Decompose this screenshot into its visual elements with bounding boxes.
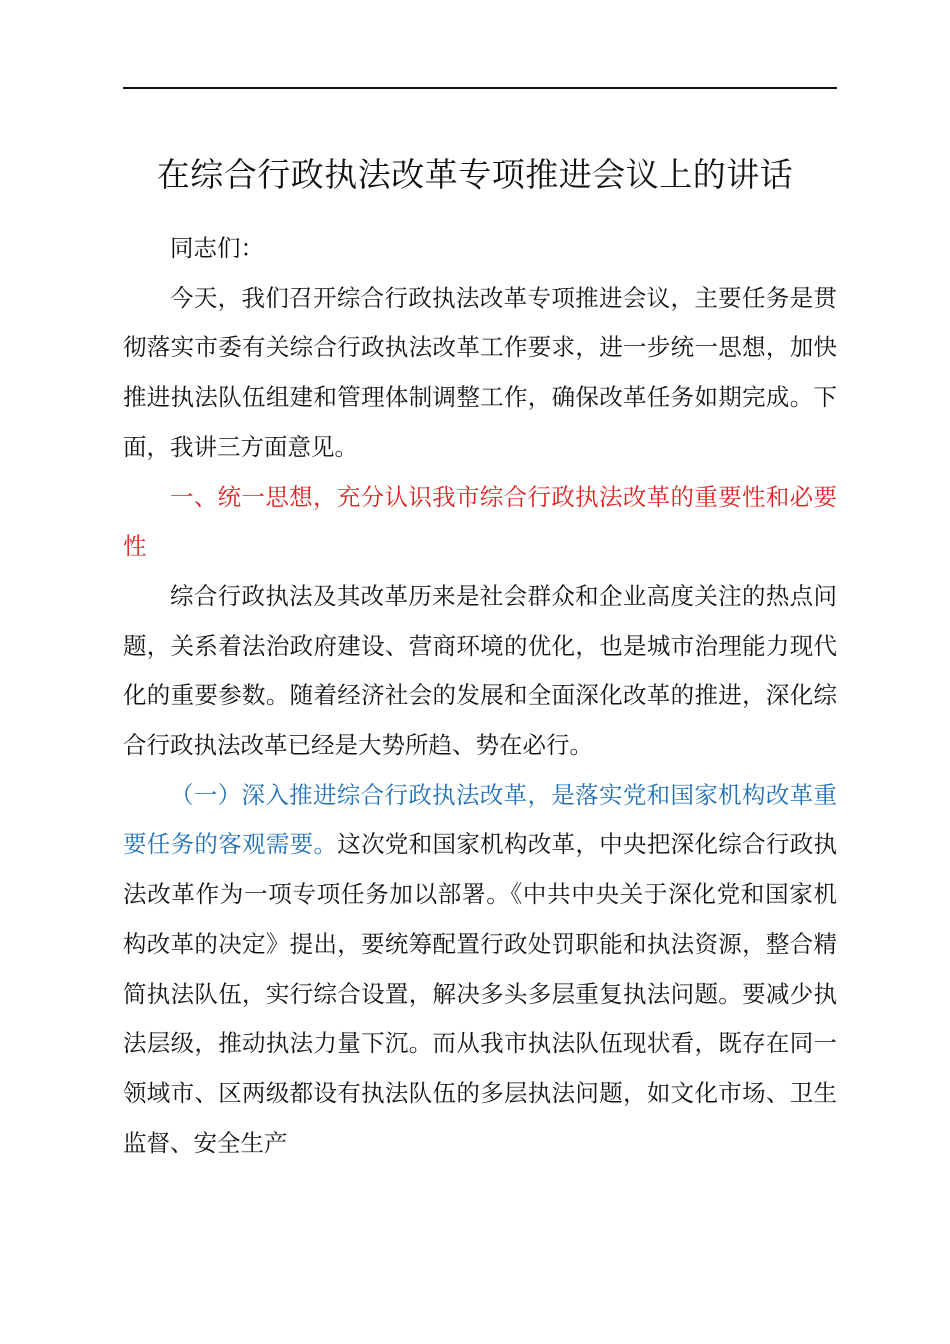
salutation: 同志们：	[170, 234, 264, 262]
subsection-1-heading: （一）深入推进综合行政执法改革，是落实党和国家机构改革重要任务的客观需要。	[123, 780, 837, 859]
intro-paragraph: 今天，我们召开综合行政执法改革专项推进会议，主要任务是贯彻落实市委有关综合行政执法改革工作要求，进一步统一思想，加快推进执法队伍组建和管理体制调整工作，确保改革任务如期完成。下面，我讲三方面意见。	[123, 283, 837, 461]
section-1-heading: 一、统一思想，充分认识我市综合行政执法改革的重要性和必要性	[123, 482, 837, 561]
section-1-paragraph: 综合行政执法及其改革历来是社会群众和企业高度关注的热点问题，关系着法治政府建设、营商环境的优化，也是城市治理能力现代化的重要参数。随着经济社会的发展和全面深化改革的推进，深化综合行政执法改革已经是大势所趋、势在必行。	[123, 581, 837, 760]
header-rule	[123, 87, 837, 89]
subsection-1-paragraph	[123, 771, 837, 1169]
document-body	[123, 224, 837, 1168]
subsection-1-text: 这次党和国家机构改革，中央把深化综合行政执法改革作为一项专项任务加以部署。《中共中央关于深化党和国家机构改革的决定》提出，要统筹配置行政处罚职能和执法资源，整合精简执法队伍，实行综合设置，解决多头多层重复执法问题。要减少执法层级，推动执法力量下沉。而从我市执法队伍现状看，既存在同一领域市、区两级都设有执法队伍的多层执法问题，如文化市场、卫生监督、安全生产	[123, 830, 838, 1157]
document-title: 在综合行政执法改革专项推进会议上的讲话	[156, 155, 794, 194]
